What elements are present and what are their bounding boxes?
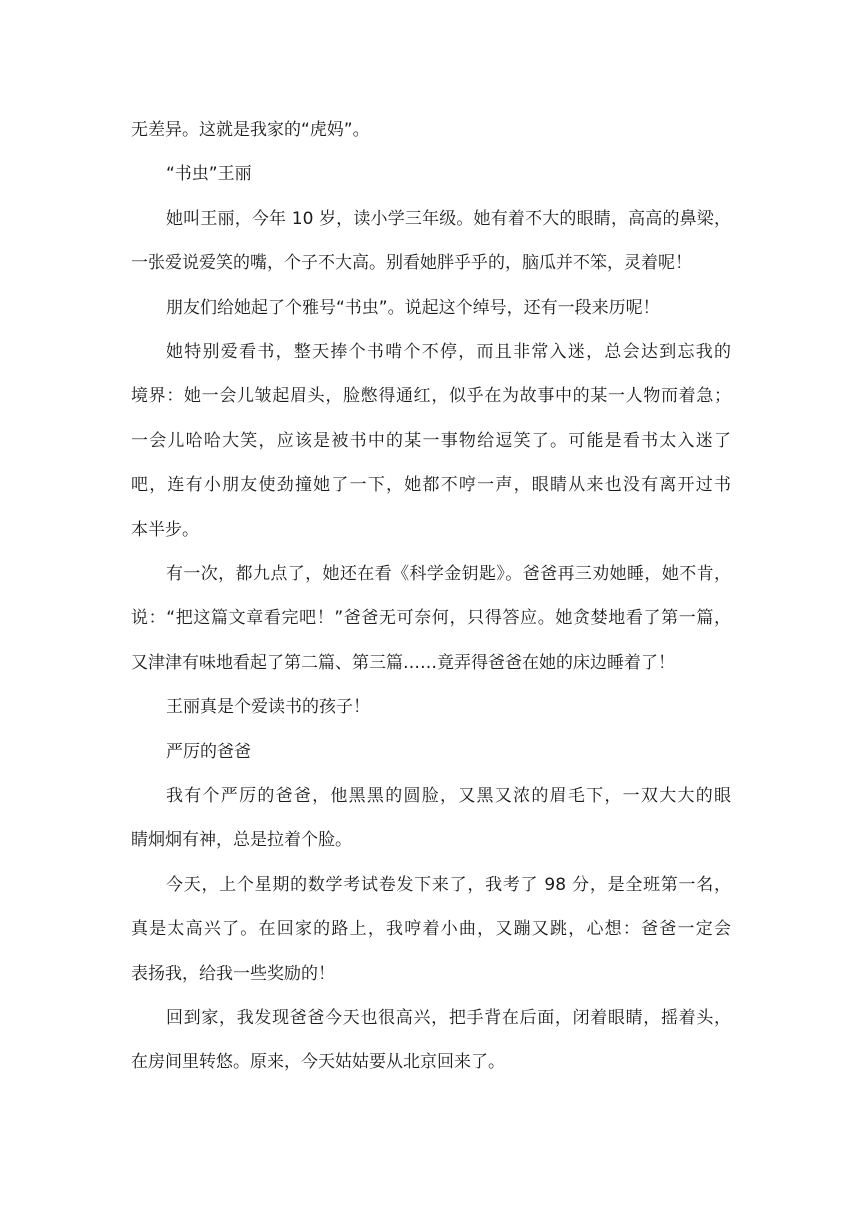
text-line: 一会儿哈哈大笑，应该是被书中的某一事物给逗笑了。可能是看书太入迷了 [131, 430, 731, 451]
text-line: 今天，上个星期的数学考试卷发下来了，我考了 98 分，是全班第一名， [166, 874, 731, 895]
text-line: 朋友们给她起了个雅号“书虫”。说起这个绰号，还有一段来历呢！ [166, 297, 660, 318]
text-line: 她叫王丽，今年 10 岁，读小学三年级。她有着不大的眼睛，高高的鼻梁， [166, 208, 731, 229]
text-line: 真是太高兴了。在回家的路上，我哼着小曲，又蹦又跳，心想：爸爸一定会 [131, 919, 731, 940]
text-line: 严厉的爸爸 [166, 741, 251, 762]
text-line: 睛炯炯有神，总是拉着个脸。 [131, 830, 352, 851]
text-line: 表扬我，给我一些奖励的！ [131, 963, 335, 984]
text-line: 我有个严厉的爸爸，他黑黑的圆脸，又黑又浓的眉毛下，一双大大的眼 [166, 786, 731, 806]
text-line: 在房间里转悠。原来，今天姑姑要从北京回来了。 [131, 1052, 505, 1073]
text-line: 回到家，我发现爸爸今天也很高兴，把手背在后面，闭着眼睛，摇着头， [166, 1008, 731, 1028]
text-line: 又津津有味地看起了第二篇、第三篇……竟弄得爸爸在她的床边睡着了！ [131, 652, 675, 673]
text-line: 无差异。这就是我家的“虎妈”。 [131, 120, 370, 140]
text-line: 王丽真是个爱读书的孩子！ [166, 697, 370, 718]
text-line: 本半步。 [131, 519, 199, 540]
text-line: 有一次，都九点了，她还在看《科学金钥匙》。爸爸再三劝她睡，她不肯， [166, 564, 731, 584]
text-line: 境界：她一会儿皱起眉头，脸憋得通红，似乎在为故事中的某一人物而着急； [131, 386, 731, 407]
text-line: 说：“把这篇文章看完吧！”爸爸无可奈何，只得答应。她贪婪地看了第一篇， [131, 608, 731, 629]
text-line: “书虫”王丽 [166, 164, 252, 185]
text-line: 她特别爱看书，整天捧个书啃个不停，而且非常入迷，总会达到忘我的 [166, 342, 731, 362]
text-line: 一张爱说爱笑的嘴，个子不大高。别看她胖乎乎的，脑瓜并不笨，灵着呢！ [131, 253, 692, 274]
text-line: 吧，连有小朋友使劲撞她了一下，她都不哼一声，眼睛从来也没有离开过书 [131, 475, 731, 496]
